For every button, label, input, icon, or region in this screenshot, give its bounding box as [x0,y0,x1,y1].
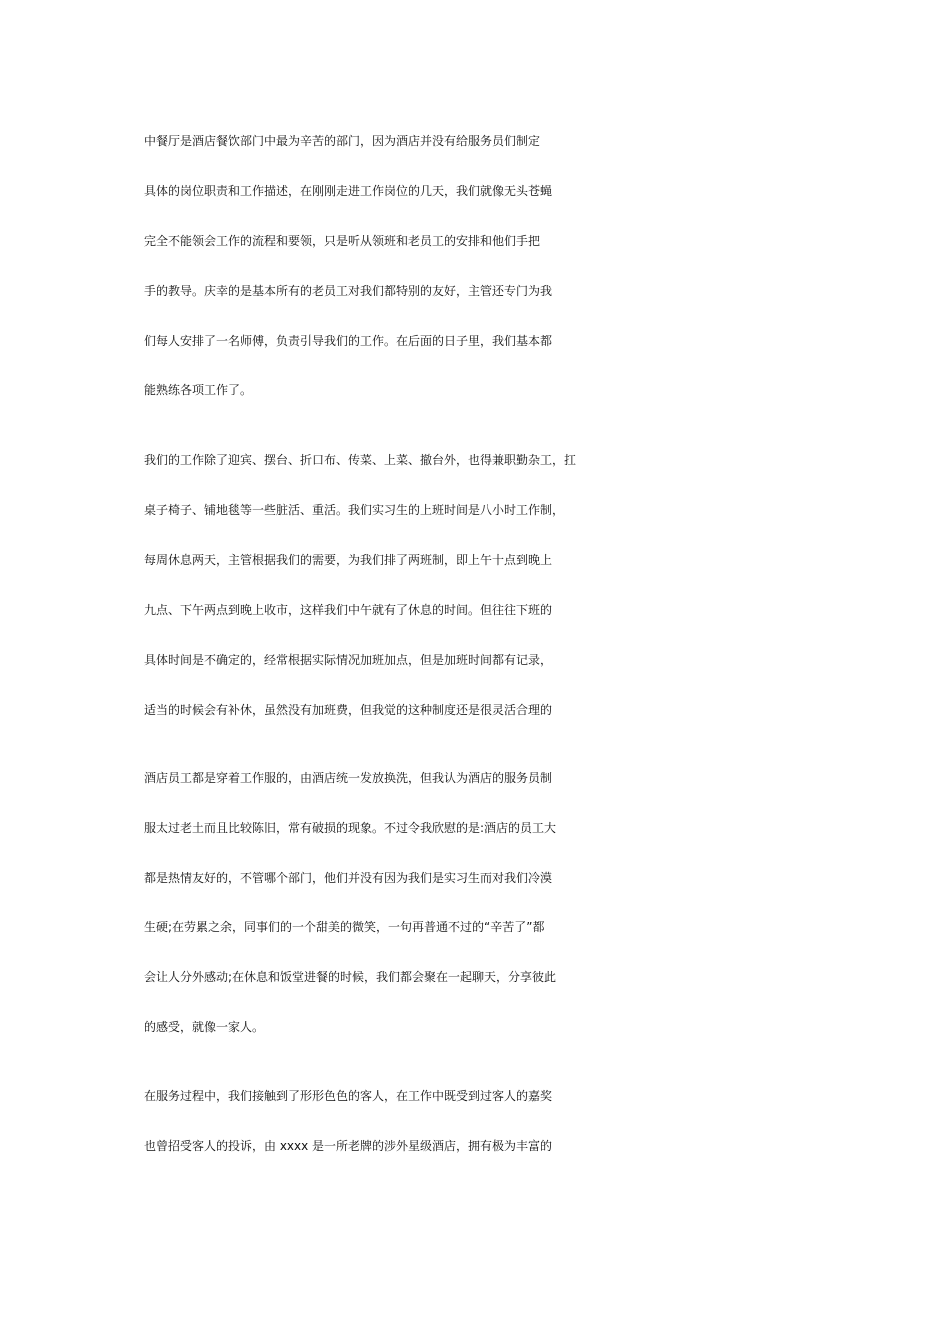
text-line: 会让人分外感动;在休息和饭堂进餐的时候，我们都会聚在一起聊天，分享彼此 [144,970,557,984]
text-line: 生硬;在劳累之余，同事们的一个甜美的微笑，一句再普通不过的“辛苦了”都 [144,920,545,934]
text-line: 中餐厅是酒店餐饮部门中最为辛苦的部门，因为酒店并没有给服务员们制定 [144,134,541,148]
text-line: 服太过老土而且比较陈旧，常有破损的现象。不过令我欣慰的是:酒店的员工大 [144,821,557,835]
text-line: 桌子椅子、铺地毯等一些脏活、重活。我们实习生的上班时间是八小时工作制， [144,503,565,517]
text-line: 能熟练各项工作了。 [144,383,253,397]
text-line: 也曾招受客人的投诉，由 xxxx 是一所老牌的涉外星级酒店，拥有极为丰富的 [144,1139,553,1153]
text-line: 们每人安排了一名师傅，负责引导我们的工作。在后面的日子里，我们基本都 [144,334,553,348]
text-line: 完全不能领会工作的流程和要领，只是听从领班和老员工的安排和他们手把 [144,234,541,248]
text-line: 都是热情友好的，不管哪个部门，他们并没有因为我们是实习生而对我们冷漠 [144,871,553,885]
text-line: 的感受，就像一家人。 [144,1020,265,1034]
text-line: 具体的岗位职责和工作描述，在刚刚走进工作岗位的几天，我们就像无头苍蝇 [144,184,553,198]
text-line: 酒店员工都是穿着工作服的，由酒店统一发放换洗，但我认为酒店的服务员制 [144,771,553,785]
text-line: 每周休息两天，主管根据我们的需要，为我们排了两班制，即上午十点到晚上 [144,553,553,567]
text-line: 九点、下午两点到晚上收市，这样我们中午就有了休息的时间。但往往下班的 [144,603,553,617]
text-line: 手的教导。庆幸的是基本所有的老员工对我们都特别的友好，主管还专门为我 [144,284,553,298]
text-line: 在服务过程中，我们接触到了形形色色的客人，在工作中既受到过客人的嘉奖 [144,1089,553,1103]
text-line: 我们的工作除了迎宾、摆台、折口布、传菜、上菜、撤台外，也得兼职勤杂工，扛 [144,453,577,467]
text-line: 适当的时候会有补休，虽然没有加班费，但我觉的这种制度还是很灵活合理的 [144,703,553,717]
text-line: 具体时间是不确定的，经常根据实际情况加班加点，但是加班时间都有记录， [144,653,553,667]
